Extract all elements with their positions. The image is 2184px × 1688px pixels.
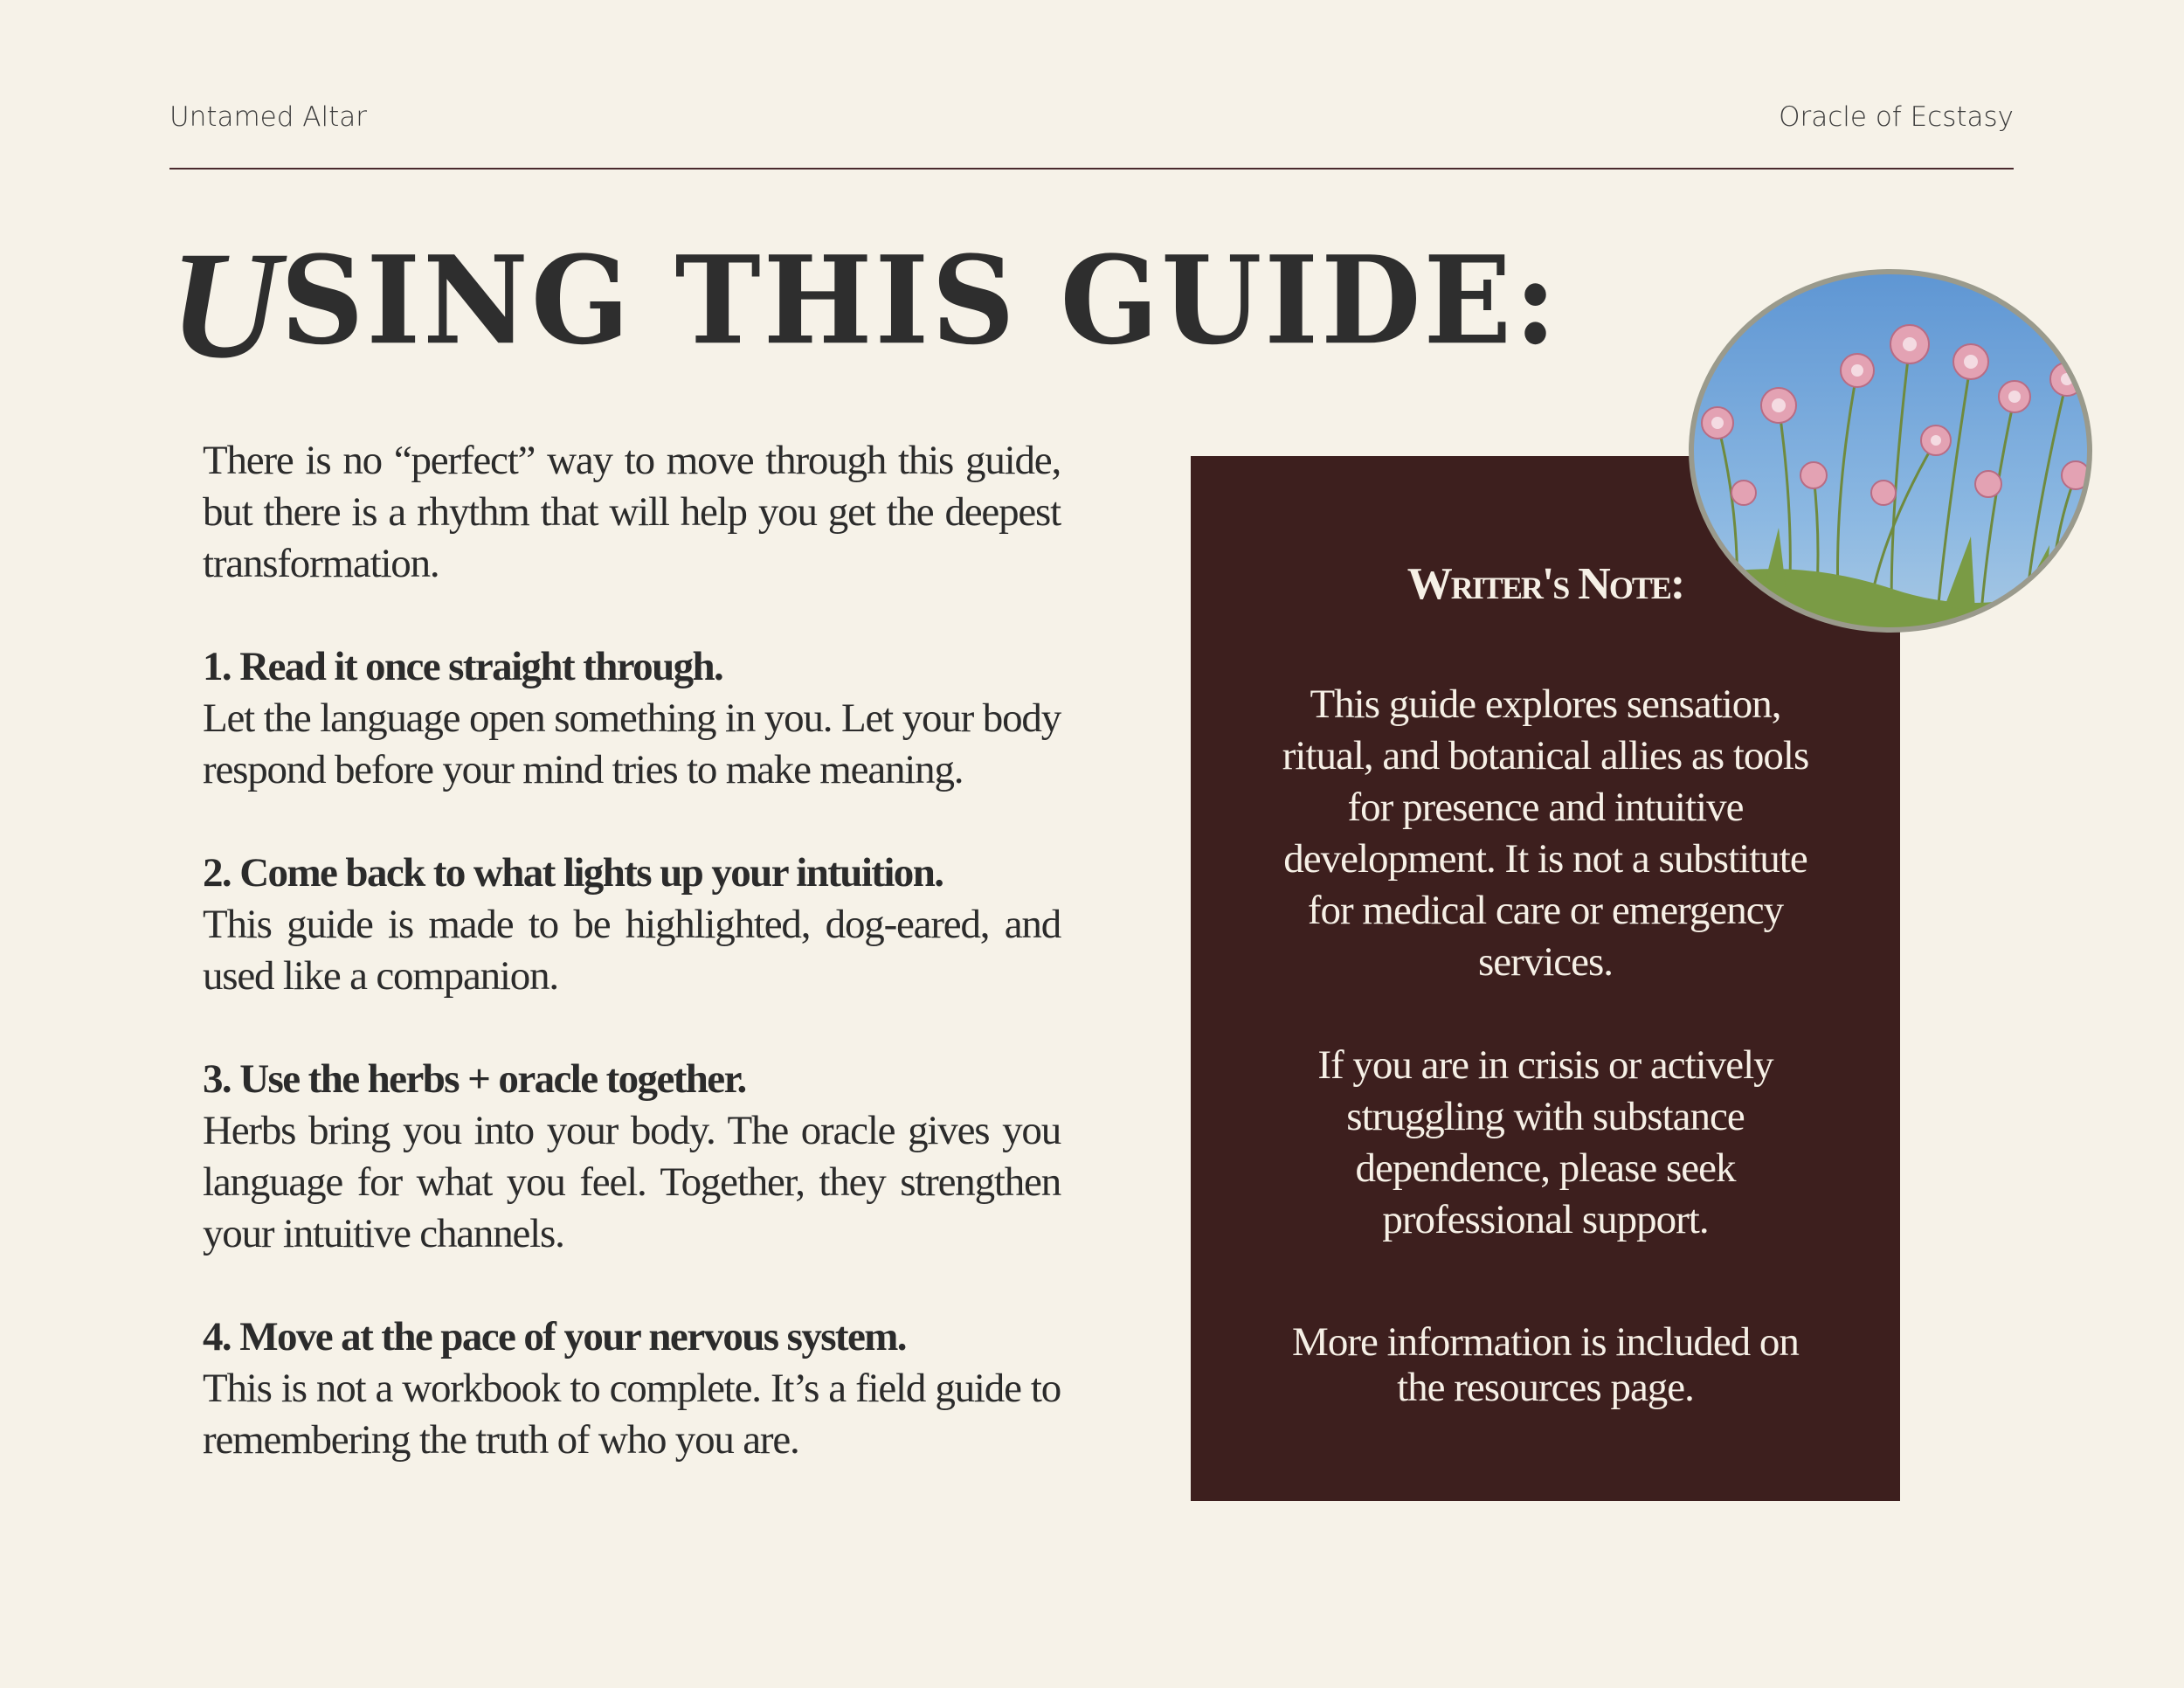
- step-heading: 3. Use the herbs + oracle together.: [203, 1056, 746, 1102]
- step-1: [203, 641, 1061, 796]
- step-2: [203, 847, 1061, 1002]
- step-body: Herbs bring you into your body. The oracle gives you language for what you feel. Together, they strengthen your intuitive channels.: [203, 1108, 1061, 1256]
- note-paragraph: This guide explores sensation, ritual, and botanical allies as tools for presence and intuitive development. It is not a substitute for medical care or emergency services.: [1282, 681, 1809, 985]
- step-3: [203, 1054, 1061, 1260]
- writers-note-title: Writer's Note:: [1406, 559, 1684, 609]
- step-4: [203, 1311, 1061, 1466]
- step-heading: 2. Come back to what lights up your intuition.: [203, 850, 943, 896]
- intro-paragraph: There is no “perfect” way to move through this guide, but there is a rhythm that will help you get the deepest transformation.: [203, 438, 1061, 586]
- step-heading: 4. Move at the pace of your nervous system.: [203, 1314, 906, 1359]
- note-paragraph: More information is included on the resources page.: [1292, 1319, 1799, 1410]
- header-right-text: Oracle of Ecstasy: [1779, 101, 2014, 133]
- page-title: [169, 220, 1559, 391]
- header-divider: [169, 168, 2014, 169]
- title-rest: SING THIS GUIDE:: [280, 230, 1559, 372]
- step-heading: 1. Read it once straight through.: [203, 644, 723, 689]
- note-paragraph: If you are in crisis or actively struggling with substance dependence, please seek professional support.: [1317, 1042, 1773, 1242]
- step-body: This guide is made to be highlighted, dog-eared, and used like a companion.: [203, 902, 1061, 999]
- guide-instructions: [203, 435, 1061, 1466]
- step-body: This is not a workbook to complete. It’s a field guide to remembering the truth of who you are.: [203, 1366, 1061, 1463]
- title-initial: U: [169, 220, 281, 391]
- header-left-text: Untamed Altar: [169, 101, 368, 133]
- flower-photo-circle: [1683, 266, 2093, 634]
- step-body: Let the language open something in you. Let your body respond before your mind tries to make meaning.: [203, 695, 1061, 792]
- writers-note-body: [1278, 679, 1813, 1410]
